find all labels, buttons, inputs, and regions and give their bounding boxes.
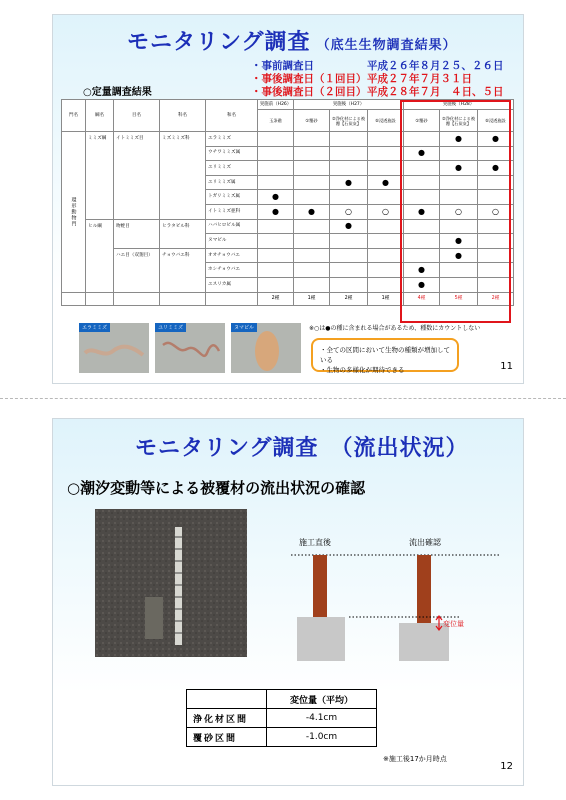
presence-cell <box>368 190 404 205</box>
presence-cell: ○ <box>478 204 514 219</box>
presence-cell: ● <box>440 161 478 176</box>
presence-cell <box>478 248 514 263</box>
presence-cell <box>368 219 404 234</box>
cls-cell <box>86 175 114 190</box>
presence-cell: ● <box>478 161 514 176</box>
title-main: モニタリング調査 <box>127 30 311 55</box>
conclusion-line: ・全ての区間において生物の種類が増加している <box>320 346 450 364</box>
fam-cell <box>160 277 206 292</box>
table-row <box>62 204 514 219</box>
page-number: 11 <box>500 361 513 372</box>
presence-cell: ● <box>478 132 514 147</box>
ord-cell <box>114 175 160 190</box>
page-number: 12 <box>500 761 513 772</box>
fam-cell <box>160 204 206 219</box>
col-header: 綱名 <box>86 100 114 132</box>
row-value: -4.1cm <box>267 709 377 728</box>
total-cell: 5種 <box>440 292 478 305</box>
corner-cell <box>187 690 267 709</box>
cls-cell <box>86 146 114 161</box>
presence-cell <box>368 234 404 249</box>
blank-cell <box>160 292 206 305</box>
presence-cell <box>478 277 514 292</box>
table-row <box>62 175 514 190</box>
block-left <box>297 617 345 661</box>
species-name: ヌマビル <box>206 234 258 249</box>
presence-cell <box>404 161 440 176</box>
presence-cell <box>294 277 330 292</box>
presence-cell <box>404 248 440 263</box>
specimen-photo <box>79 323 149 373</box>
blank-cell <box>206 292 258 305</box>
presence-cell <box>440 190 478 205</box>
species-name: ユスリカ属 <box>206 277 258 292</box>
sub-header: ⑤浸透施設 <box>368 110 404 132</box>
totals-row <box>62 292 514 305</box>
date-value: 平成２７年７月３１日 <box>367 73 472 85</box>
presence-cell: ● <box>258 204 294 219</box>
table-row <box>62 219 514 234</box>
diagram-left-title: 施工直後 <box>299 538 331 547</box>
presence-cell <box>404 175 440 190</box>
ord-cell: ハエ目（双翅目） <box>114 248 160 263</box>
ord-cell <box>114 204 160 219</box>
field-image <box>95 509 247 657</box>
total-cell: 2種 <box>258 292 294 305</box>
survey-dates <box>251 60 504 99</box>
date-row <box>251 86 504 99</box>
presence-cell: ● <box>368 175 404 190</box>
table-row <box>62 146 514 161</box>
cls-cell <box>86 161 114 176</box>
specimen-photo <box>231 323 301 373</box>
phylum-cell: 環形動物門 <box>62 132 86 293</box>
conclusion-box <box>311 338 459 372</box>
table-row <box>62 263 514 278</box>
title-sub: （底生生物調査結果） <box>316 38 457 53</box>
slide-title: モニタリング調査 （流出状況） <box>135 436 469 461</box>
sub-header: ①覆砂 <box>404 110 440 132</box>
sub-header: ⑤浸透施設 <box>478 110 514 132</box>
presence-cell <box>478 219 514 234</box>
presence-cell: ○ <box>368 204 404 219</box>
row-value: -1.0cm <box>267 728 377 747</box>
presence-cell <box>330 161 368 176</box>
cls-cell <box>86 248 114 263</box>
species-table <box>61 99 514 306</box>
table-row <box>62 234 514 249</box>
section-heading: ○定量調査結果 <box>83 87 152 98</box>
species-name: エラミミズ <box>206 132 258 147</box>
presence-cell <box>258 248 294 263</box>
cls-cell <box>86 234 114 249</box>
stake-left <box>313 555 327 623</box>
fam-cell: ミズミミズ科 <box>160 132 206 147</box>
specimen-photo <box>155 323 225 373</box>
presence-cell <box>404 234 440 249</box>
ord-cell <box>114 277 160 292</box>
sub-header: ②浄化材による被覆【石炭灰】 <box>440 110 478 132</box>
species-name: ユリミミズ <box>206 161 258 176</box>
presence-cell <box>404 132 440 147</box>
table-row <box>62 277 514 292</box>
presence-cell <box>258 219 294 234</box>
presence-cell: ● <box>404 146 440 161</box>
fam-cell: チョウバエ科 <box>160 248 206 263</box>
species-name: ユリミミズ属 <box>206 175 258 190</box>
total-cell: 1種 <box>368 292 404 305</box>
date-label: ・事前調査日 <box>251 60 314 72</box>
total-cell: 2種 <box>330 292 368 305</box>
slide-title <box>127 25 457 56</box>
cls-cell <box>86 190 114 205</box>
col-header: 和名 <box>206 100 258 132</box>
total-cell: 1種 <box>294 292 330 305</box>
presence-cell <box>404 219 440 234</box>
row-label: 覆砂区間 <box>187 728 267 747</box>
fam-cell <box>160 161 206 176</box>
col-header: 門名 <box>62 100 86 132</box>
species-name: トガリミミズ属 <box>206 190 258 205</box>
presence-cell: ● <box>404 277 440 292</box>
blank-cell <box>62 292 86 305</box>
presence-cell <box>478 190 514 205</box>
presence-cell: ● <box>440 132 478 147</box>
presence-cell <box>440 175 478 190</box>
note: ※施工後17か月時点 <box>383 755 447 763</box>
page-divider <box>0 398 566 399</box>
presence-cell <box>368 277 404 292</box>
presence-cell <box>258 175 294 190</box>
ord-cell: 吻蛭目 <box>114 219 160 234</box>
presence-cell: ● <box>440 248 478 263</box>
cls-cell <box>86 204 114 219</box>
presence-cell <box>368 248 404 263</box>
presence-cell <box>294 175 330 190</box>
presence-cell <box>478 146 514 161</box>
ord-cell <box>114 234 160 249</box>
presence-cell <box>258 146 294 161</box>
cls-cell <box>86 263 114 278</box>
fam-cell <box>160 190 206 205</box>
note: ※○は●の種に含まれる場合があるため、種数にカウントしない <box>309 325 481 332</box>
presence-cell: ● <box>404 263 440 278</box>
table-row <box>187 709 377 728</box>
diagram-right-title: 流出確認 <box>409 538 441 547</box>
group-header: 実施前（H26） <box>258 100 294 110</box>
ord-cell <box>114 146 160 161</box>
presence-cell <box>404 190 440 205</box>
col-header: 変位量（平均） <box>267 690 377 709</box>
blank-cell <box>114 292 160 305</box>
fam-cell <box>160 175 206 190</box>
table-row <box>62 248 514 263</box>
cls-cell <box>86 277 114 292</box>
fam-cell <box>160 234 206 249</box>
conclusion-line: ・生物の多様化が期待できる <box>320 366 405 374</box>
photo-label: ヌマビル <box>231 323 257 332</box>
stake-right <box>417 555 431 623</box>
table-row <box>62 190 514 205</box>
presence-cell <box>294 161 330 176</box>
presence-cell <box>478 234 514 249</box>
presence-cell: ● <box>404 204 440 219</box>
group-header: 実施後（H27） <box>294 100 404 110</box>
presence-cell <box>258 132 294 147</box>
sub-header: ②浄化材による被覆【石炭灰】 <box>330 110 368 132</box>
presence-cell <box>368 263 404 278</box>
presence-cell <box>258 234 294 249</box>
date-value: 平成２６年８月２５、２６日 <box>367 60 504 72</box>
ord-cell <box>114 190 160 205</box>
cls-cell: ミミズ綱 <box>86 132 114 147</box>
presence-cell <box>478 175 514 190</box>
presence-cell <box>478 263 514 278</box>
presence-cell <box>330 263 368 278</box>
presence-cell <box>330 146 368 161</box>
presence-cell <box>258 263 294 278</box>
presence-cell <box>294 190 330 205</box>
section-heading: ○潮汐変動等による被覆材の流出状況の確認 <box>67 479 366 497</box>
presence-cell <box>258 277 294 292</box>
date-row <box>251 73 504 86</box>
presence-cell <box>258 161 294 176</box>
fam-cell <box>160 146 206 161</box>
table-row <box>62 161 514 176</box>
photo-label: エラミミズ <box>79 323 110 332</box>
presence-cell: ● <box>294 204 330 219</box>
slide-12 <box>52 418 524 786</box>
species-name: ハバヒロビル属 <box>206 219 258 234</box>
presence-cell: ● <box>330 175 368 190</box>
presence-cell: ● <box>258 190 294 205</box>
species-name: イトミミズ亜科 <box>206 204 258 219</box>
total-cell: 4種 <box>404 292 440 305</box>
ord-cell: イトミミズ目 <box>114 132 160 147</box>
presence-cell <box>330 248 368 263</box>
species-name: ウチワミミズ属 <box>206 146 258 161</box>
presence-cell <box>368 146 404 161</box>
presence-cell: ○ <box>330 204 368 219</box>
fam-cell: ヒラタビル科 <box>160 219 206 234</box>
presence-cell <box>294 146 330 161</box>
displacement-diagram <box>289 549 503 679</box>
presence-cell <box>330 234 368 249</box>
site-photo <box>95 509 247 657</box>
presence-cell: ○ <box>440 204 478 219</box>
fam-cell <box>160 263 206 278</box>
presence-cell <box>440 146 478 161</box>
group-header: 実施後（H28） <box>404 100 514 110</box>
presence-cell <box>330 277 368 292</box>
col-header: 目名 <box>114 100 160 132</box>
sub-header: ①覆砂 <box>294 110 330 132</box>
species-name: オオチョウバエ <box>206 248 258 263</box>
blank-cell <box>86 292 114 305</box>
presence-cell <box>368 161 404 176</box>
presence-cell <box>294 132 330 147</box>
table-row <box>62 132 514 147</box>
block-right <box>399 623 449 661</box>
sub-header: 玉条礁 <box>258 110 294 132</box>
table-row <box>187 728 377 747</box>
slide-11 <box>52 14 524 384</box>
total-cell: 2種 <box>478 292 514 305</box>
presence-cell <box>440 219 478 234</box>
presence-cell: ● <box>330 219 368 234</box>
ord-cell <box>114 161 160 176</box>
species-name: ホシチョウバエ <box>206 263 258 278</box>
date-value: 平成２８年７月 ４日、５日 <box>367 86 504 98</box>
presence-cell <box>368 132 404 147</box>
delta-label: 変位量 <box>443 620 464 628</box>
col-header: 科名 <box>160 100 206 132</box>
date-row <box>251 60 504 73</box>
date-label: ・事後調査日（２回目） <box>251 86 367 98</box>
cls-cell: ヒル綱 <box>86 219 114 234</box>
presence-cell <box>294 263 330 278</box>
photo-label: ユリミミズ <box>155 323 186 332</box>
presence-cell <box>294 248 330 263</box>
presence-cell <box>330 132 368 147</box>
presence-cell <box>294 234 330 249</box>
presence-cell <box>330 190 368 205</box>
ord-cell <box>114 263 160 278</box>
presence-cell <box>440 277 478 292</box>
presence-cell: ● <box>440 234 478 249</box>
presence-cell <box>440 263 478 278</box>
displacement-table <box>186 689 377 747</box>
presence-cell <box>294 219 330 234</box>
row-label: 浄化材区間 <box>187 709 267 728</box>
date-label: ・事後調査日（１回目） <box>251 73 367 85</box>
